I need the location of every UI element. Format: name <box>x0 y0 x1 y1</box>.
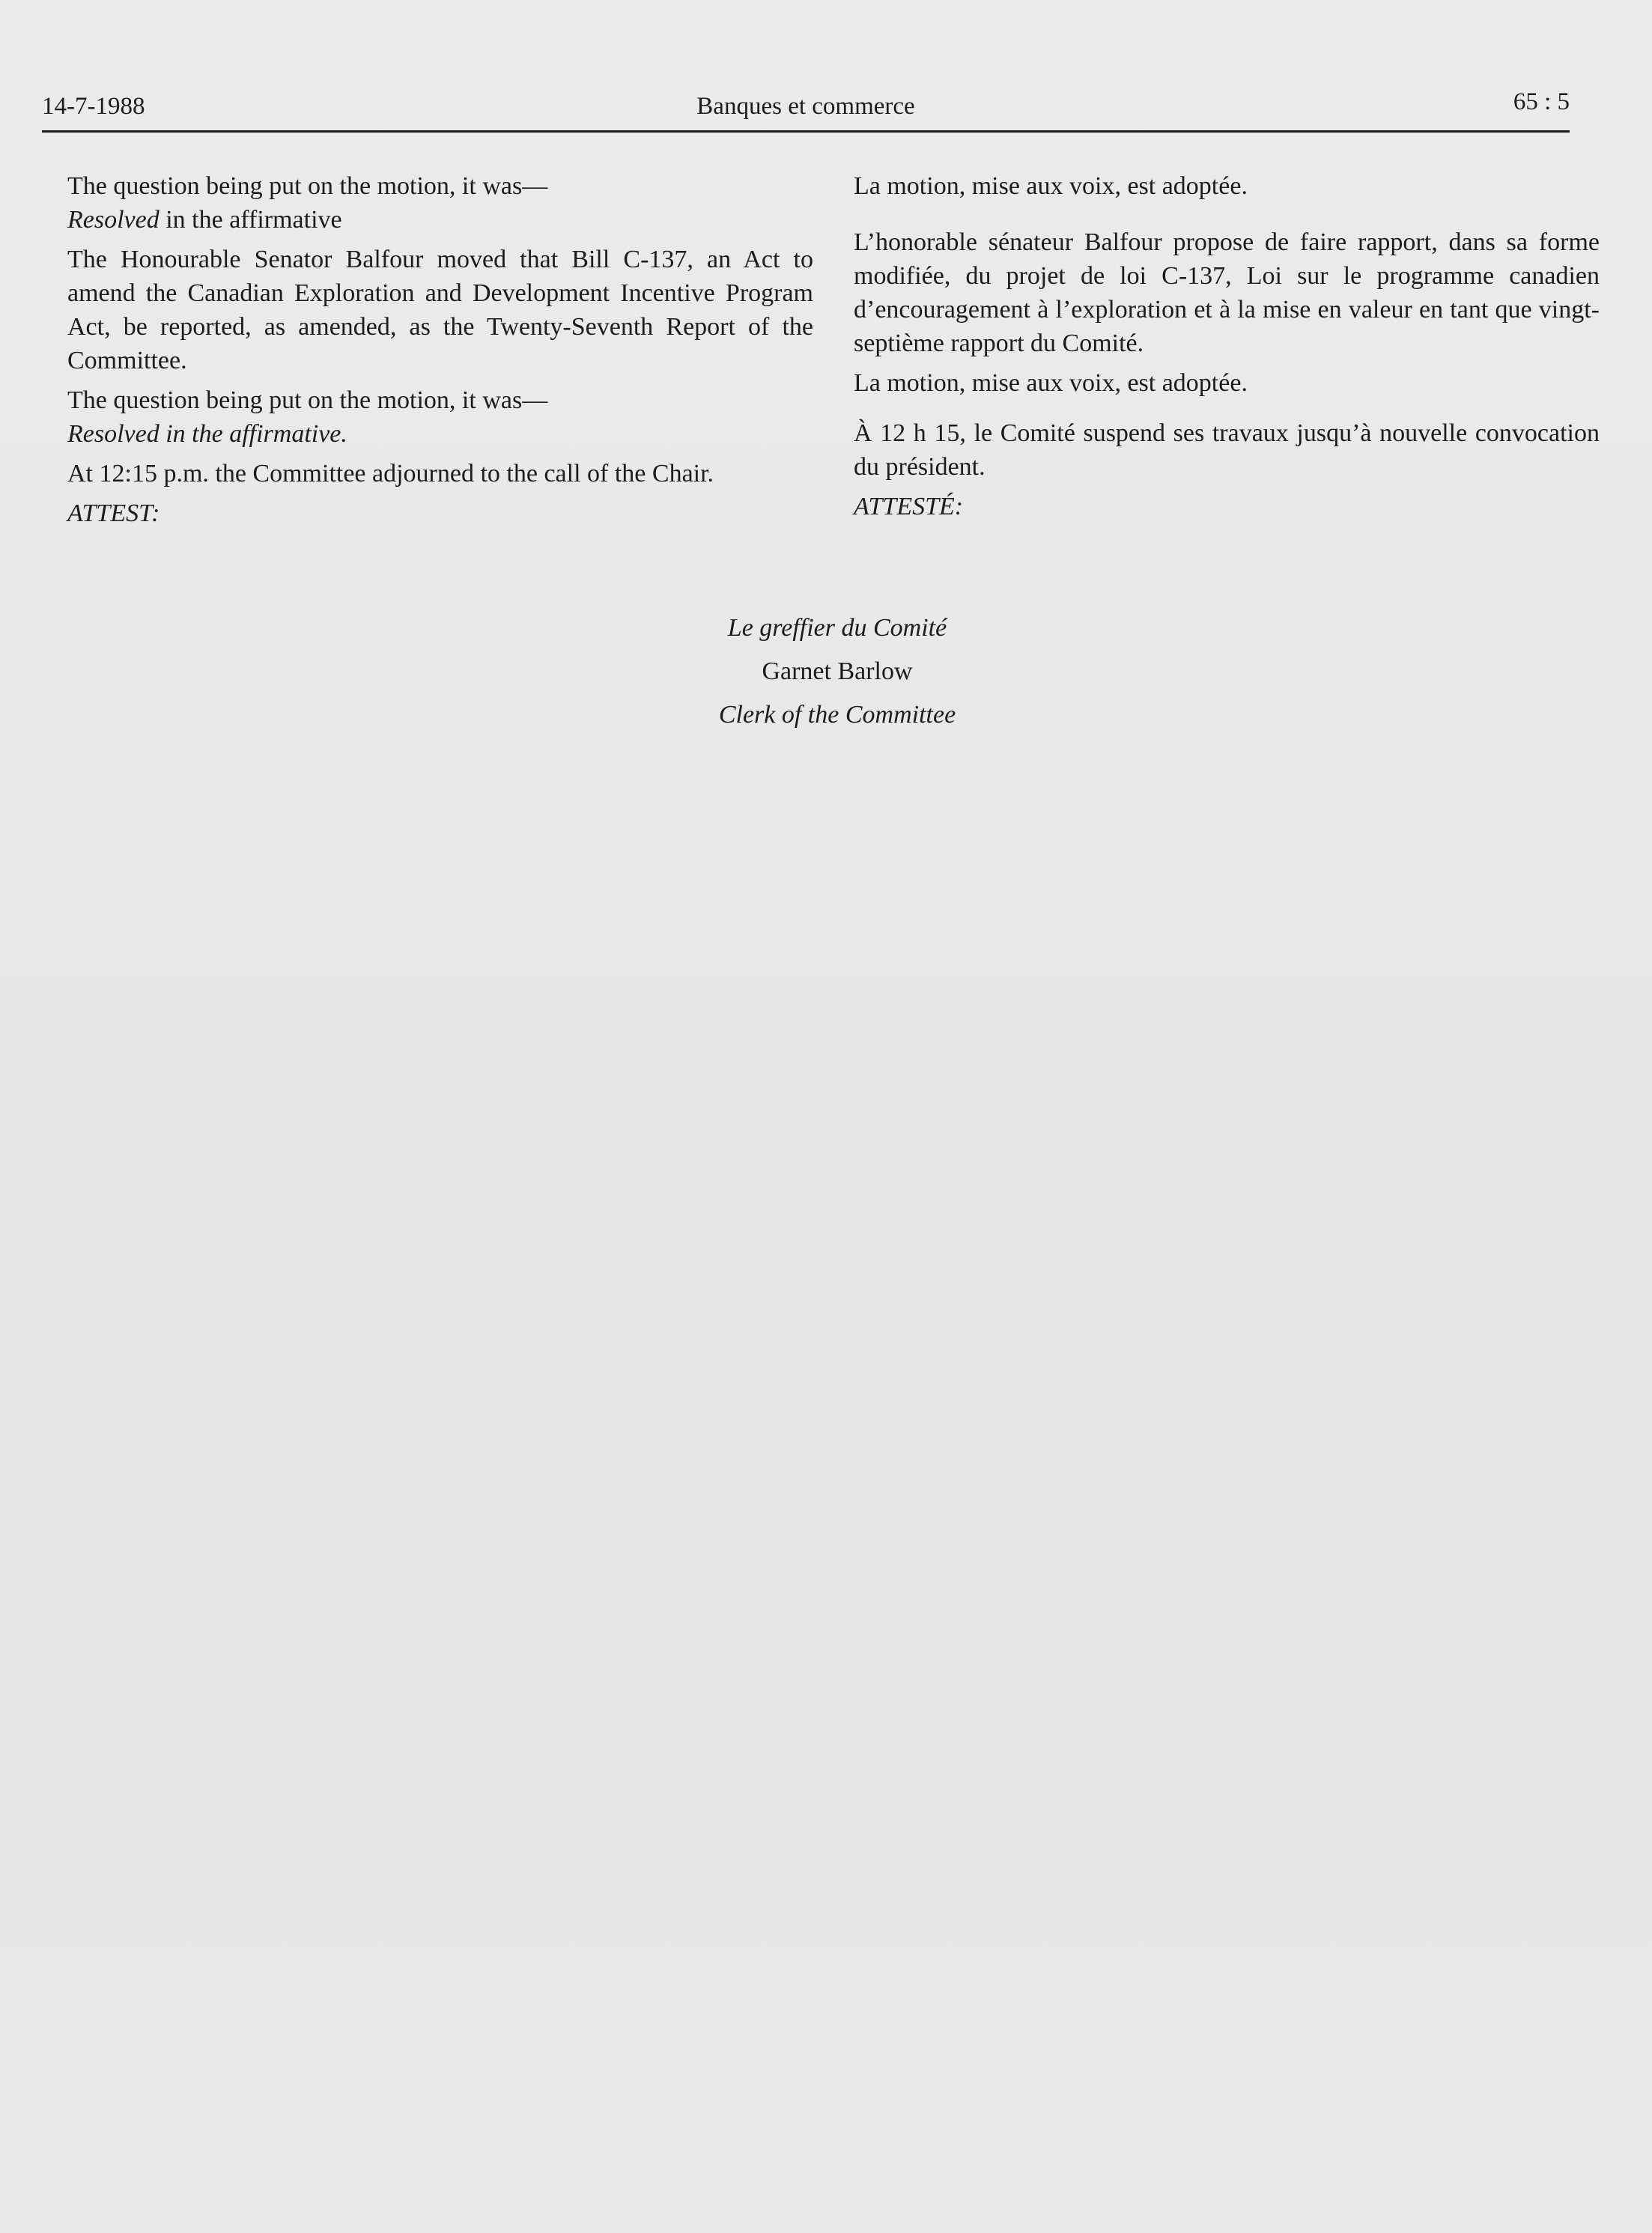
header-page-number: 65 : 5 <box>1513 88 1570 115</box>
en-resolved-word: Resolved <box>67 206 160 234</box>
header-rule <box>42 130 1570 133</box>
page-header <box>42 88 1570 130</box>
en-resolved-rest: in the affirmative <box>159 206 342 234</box>
header-date: 14-7-1988 <box>42 93 145 120</box>
fr-attest: ATTESTÉ: <box>854 493 964 520</box>
fr-motion-paragraph: L’honorable sénateur Balfour propose de faire rapport, dans sa forme modifiée, du projet de loi C-137, Loi sur le programme canadien d’encouragement à l’exploration et à la mise en valeur en tant que vingt-septième rapport du Comité. <box>854 228 1600 357</box>
bleed-through-right <box>861 749 1580 2172</box>
en-question-1 <box>67 169 813 237</box>
french-column <box>854 169 1600 529</box>
signature-block <box>0 607 1652 737</box>
en-question-2-line: The question being put on the motion, it was— <box>67 386 548 414</box>
en-resolved-affirmative: Resolved in the affirmative. <box>67 420 347 448</box>
en-question-2 <box>67 383 813 451</box>
en-adjourned-paragraph: At 12:15 p.m. the Committee adjourned to the call of the Chair. <box>67 460 714 487</box>
fr-motion-adopted-2: La motion, mise aux voix, est adoptée. <box>854 369 1248 397</box>
signature-english-title: Clerk of the Committee <box>718 701 956 729</box>
en-motion-paragraph: The Honourable Senator Balfour moved that Bill C-137, an Act to amend the Canadian Exploration and Development Incentive Program Act, be reported, as amended, as the Twenty-Seventh Report of the Committee. <box>67 246 813 374</box>
fr-motion-adopted-1: La motion, mise aux voix, est adoptée. <box>854 172 1248 200</box>
fr-adjourned-paragraph: À 12 h 15, le Comité suspend ses travaux jusqu’à nouvelle convocation du président. <box>854 419 1600 481</box>
header-title: Banques et commerce <box>696 93 915 120</box>
en-attest: ATTEST: <box>67 499 160 527</box>
signature-french-title: Le greffier du Comité <box>727 614 947 642</box>
en-question-1-line: The question being put on the motion, it was— <box>67 172 548 200</box>
signature-name: Garnet Barlow <box>762 657 913 685</box>
english-column <box>67 169 813 536</box>
bleed-through-left <box>66 749 815 2172</box>
